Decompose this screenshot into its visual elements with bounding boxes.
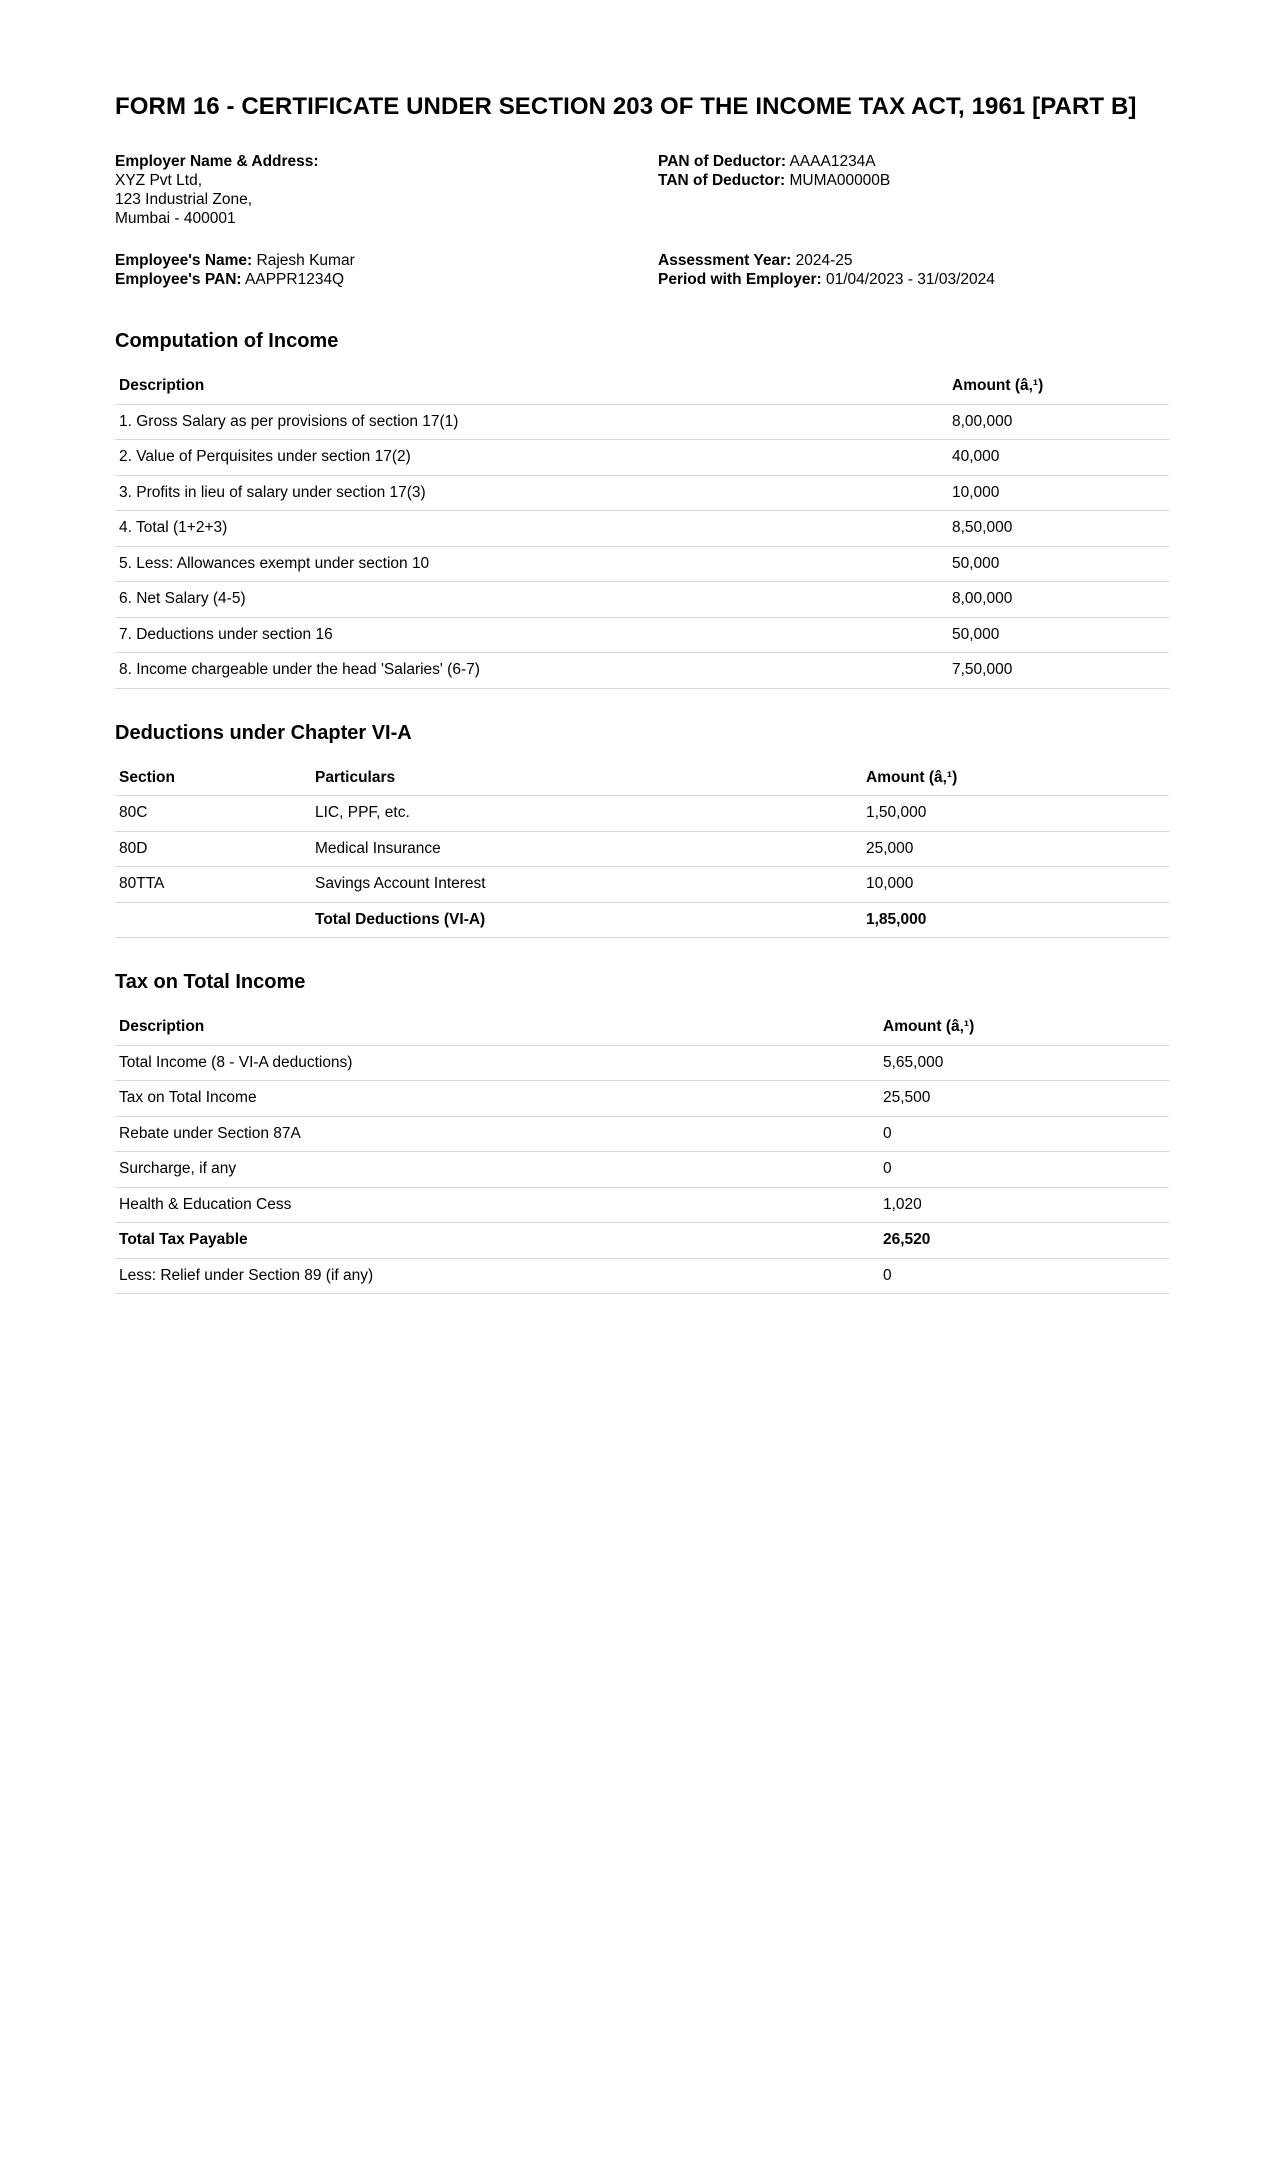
- table-row: [115, 546, 1169, 582]
- row-section: 80TTA: [115, 867, 311, 903]
- deductor-tan-line: [658, 171, 1148, 190]
- row-description: 5. Less: Allowances exempt under section 10: [115, 546, 948, 582]
- period-value: 01/04/2023 - 31/03/2024: [825, 271, 995, 288]
- table-row: [115, 1081, 1169, 1117]
- employer-name: XYZ Pvt Ltd,: [115, 172, 203, 189]
- total-row: [115, 902, 1169, 938]
- deductor-pan-label: PAN of Deductor:: [658, 153, 787, 170]
- assessment-year-value: 2024-25: [795, 252, 853, 269]
- row-amount: 10,000: [948, 475, 1169, 511]
- employer-block: [115, 152, 658, 228]
- row-particulars: Medical Insurance: [311, 831, 862, 867]
- row-particulars: Savings Account Interest: [311, 867, 862, 903]
- row-amount: 10,000: [862, 867, 1169, 903]
- table-row: [115, 617, 1169, 653]
- column-header-section: Section: [115, 761, 311, 796]
- computation-heading: Computation of Income: [115, 330, 339, 352]
- row-amount: 50,000: [948, 546, 1169, 582]
- row-description: Tax on Total Income: [115, 1081, 879, 1117]
- row-section: 80D: [115, 831, 311, 867]
- total-label: Total Tax Payable: [115, 1223, 879, 1259]
- row-amount: 0: [879, 1258, 1169, 1294]
- employee-name-label: Employee's Name:: [115, 252, 253, 269]
- employee-pan-value: AAPPR1234Q: [245, 271, 345, 288]
- tax-table: [115, 1010, 1169, 1294]
- table-row: [115, 831, 1169, 867]
- row-description: 4. Total (1+2+3): [115, 511, 948, 547]
- column-header-amount: Amount (â‚¹): [879, 1010, 1169, 1045]
- column-header-amount: Amount (â‚¹): [948, 369, 1169, 404]
- deductor-pan-line: [658, 152, 1148, 171]
- employee-name-line: [115, 251, 658, 270]
- table-row: [115, 582, 1169, 618]
- table-row: [115, 1045, 1169, 1081]
- employee-pan-line: [115, 270, 658, 289]
- row-description: Health & Education Cess: [115, 1187, 879, 1223]
- table-header-row: [115, 1010, 1169, 1045]
- row-description: Surcharge, if any: [115, 1152, 879, 1188]
- row-amount: 0: [879, 1116, 1169, 1152]
- row-amount: 0: [879, 1152, 1169, 1188]
- employee-pan-label: Employee's PAN:: [115, 271, 242, 288]
- table-row: [115, 1152, 1169, 1188]
- tax-section: [115, 970, 1148, 1294]
- row-description: 1. Gross Salary as per provisions of section 17(1): [115, 404, 948, 440]
- table-row: [115, 1258, 1169, 1294]
- total-label: Total Deductions (VI-A): [311, 902, 862, 938]
- assessment-year-label: Assessment Year:: [658, 252, 792, 269]
- assessment-year-line: [658, 251, 1148, 270]
- table-row: [115, 796, 1169, 832]
- period-label: Period with Employer:: [658, 271, 822, 288]
- row-description: Less: Relief under Section 89 (if any): [115, 1258, 879, 1294]
- row-amount: 50,000: [948, 617, 1169, 653]
- employer-label: Employer Name & Address:: [115, 153, 319, 170]
- employee-block: [115, 251, 658, 289]
- row-amount: 7,50,000: [948, 653, 1169, 689]
- row-description: 3. Profits in lieu of salary under section 17(3): [115, 475, 948, 511]
- deductions-section: [115, 721, 1148, 939]
- row-description: 7. Deductions under section 16: [115, 617, 948, 653]
- table-header-row: [115, 369, 1169, 404]
- table-row: [115, 440, 1169, 476]
- row-amount: 8,50,000: [948, 511, 1169, 547]
- column-header-description: Description: [115, 1010, 879, 1045]
- deductions-heading: Deductions under Chapter VI-A: [115, 721, 412, 744]
- total-section: [115, 902, 311, 938]
- row-amount: 8,00,000: [948, 582, 1169, 618]
- row-amount: 1,50,000: [862, 796, 1169, 832]
- deductions-table: [115, 761, 1169, 939]
- deductor-tan-label: TAN of Deductor:: [658, 172, 786, 189]
- total-row: [115, 1223, 1169, 1259]
- table-row: [115, 511, 1169, 547]
- table-row: [115, 404, 1169, 440]
- table-row: [115, 475, 1169, 511]
- column-header-description: Description: [115, 369, 948, 404]
- table-header-row: [115, 761, 1169, 796]
- row-amount: 40,000: [948, 440, 1169, 476]
- employer-address-line1: 123 Industrial Zone,: [115, 191, 253, 208]
- table-row: [115, 653, 1169, 689]
- row-section: 80C: [115, 796, 311, 832]
- computation-section: [115, 329, 1148, 689]
- computation-table: [115, 369, 1169, 689]
- employer-address-line2: Mumbai - 400001: [115, 210, 236, 227]
- row-description: 8. Income chargeable under the head 'Salaries' (6-7): [115, 653, 948, 689]
- row-description: 2. Value of Perquisites under section 17(2): [115, 440, 948, 476]
- row-description: Total Income (8 - VI-A deductions): [115, 1045, 879, 1081]
- total-amount: 1,85,000: [862, 902, 1169, 938]
- row-amount: 1,020: [879, 1187, 1169, 1223]
- employee-name-value: Rajesh Kumar: [256, 252, 355, 269]
- table-row: [115, 867, 1169, 903]
- column-header-amount: Amount (â‚¹): [862, 761, 1169, 796]
- table-row: [115, 1116, 1169, 1152]
- row-amount: 8,00,000: [948, 404, 1169, 440]
- form-title: FORM 16 - CERTIFICATE UNDER SECTION 203 OF THE INCOME TAX ACT, 1961 [PART B]: [115, 93, 1137, 120]
- total-amount: 26,520: [879, 1223, 1169, 1259]
- row-amount: 25,500: [879, 1081, 1169, 1117]
- deductor-pan-value: AAAA1234A: [789, 153, 876, 170]
- row-particulars: LIC, PPF, etc.: [311, 796, 862, 832]
- column-header-particulars: Particulars: [311, 761, 862, 796]
- deductor-tan-value: MUMA00000B: [789, 172, 891, 189]
- row-amount: 5,65,000: [879, 1045, 1169, 1081]
- header-info: [115, 152, 1148, 289]
- tax-heading: Tax on Total Income: [115, 971, 306, 993]
- assessment-block: [658, 251, 1148, 289]
- deductor-block: [658, 152, 1148, 228]
- table-row: [115, 1187, 1169, 1223]
- row-amount: 25,000: [862, 831, 1169, 867]
- row-description: Rebate under Section 87A: [115, 1116, 879, 1152]
- row-description: 6. Net Salary (4-5): [115, 582, 948, 618]
- period-line: [658, 270, 1148, 289]
